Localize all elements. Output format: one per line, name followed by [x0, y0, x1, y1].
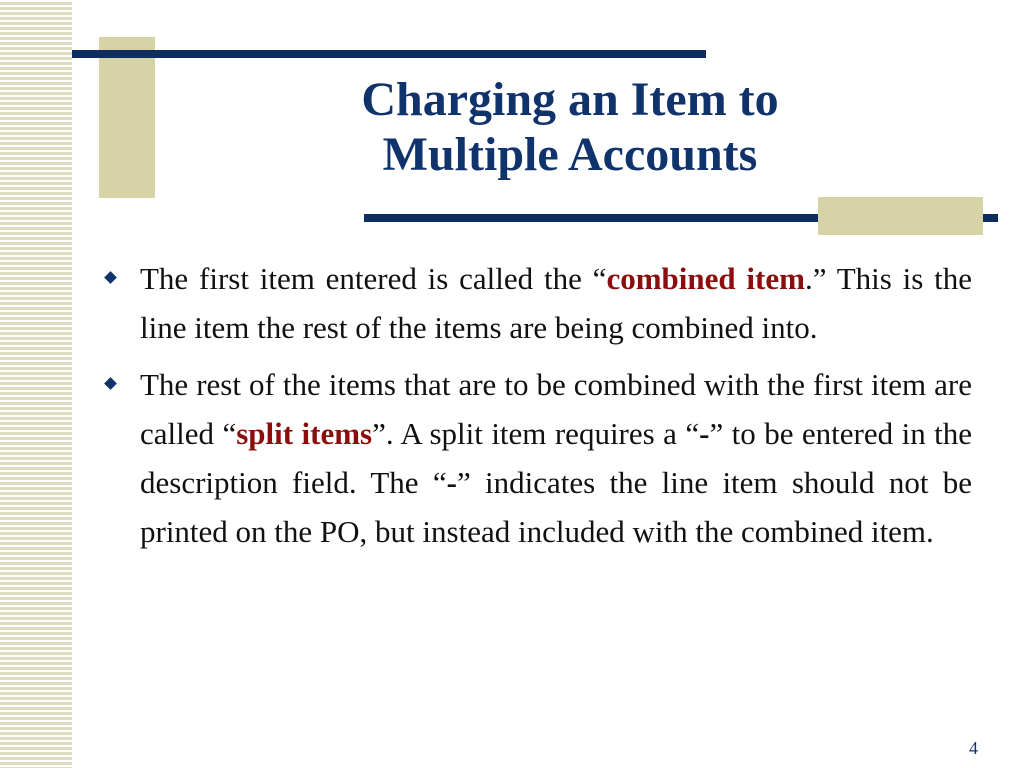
- slide-content: [100, 254, 972, 564]
- page-number: 4: [969, 738, 978, 758]
- decorative-tan-block-left: [99, 37, 155, 198]
- bullet-item-split-items: [100, 360, 972, 556]
- bullet-text: ” indicates the line item should not be printed on the PO, but instead included with the combined item.: [140, 465, 972, 549]
- decorative-stripes: [0, 0, 72, 768]
- highlighted-term-split-items: split items: [236, 416, 373, 451]
- dash-symbol: -: [446, 465, 457, 500]
- slide-title-line-1: Charging an Item to: [361, 73, 779, 126]
- diamond-bullet-icon: [104, 377, 117, 390]
- slide-title: [170, 72, 970, 182]
- dash-symbol: -: [699, 416, 710, 451]
- diamond-bullet-icon: [104, 271, 117, 284]
- bullet-text: The first item entered is called the “: [140, 261, 607, 296]
- decorative-navy-bar-top: [72, 50, 706, 58]
- bullet-text: ”. A split item requires a “: [372, 416, 700, 451]
- bullet-item-combined-item: [100, 254, 972, 352]
- bullet-text: .” This is the line item the rest of the items are being combined into.: [140, 261, 972, 345]
- highlighted-term-combined-item: combined item: [606, 261, 805, 296]
- decorative-tan-block-right: [818, 197, 983, 235]
- slide-title-line-2: Multiple Accounts: [382, 128, 758, 181]
- bullet-text: The rest of the items that are to be combined with the first item are called “: [140, 367, 972, 451]
- bullet-text: ” to be entered in the description field. The “: [140, 416, 973, 500]
